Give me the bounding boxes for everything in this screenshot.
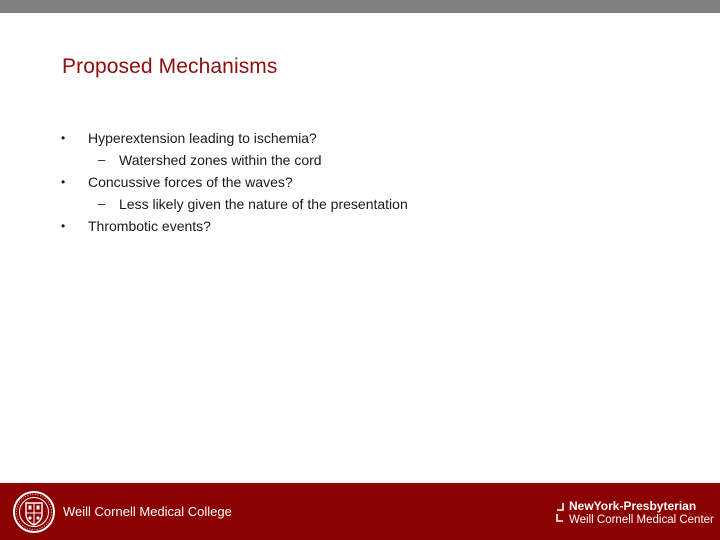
slide-title: Proposed Mechanisms bbox=[62, 55, 278, 78]
subpoint-marker: – bbox=[98, 152, 106, 167]
bullet-text: Hyperextension leading to ischemia? bbox=[88, 130, 317, 146]
medical-center-name: Weill Cornell Medical Center bbox=[569, 514, 714, 526]
nyp-bracket-icon bbox=[555, 501, 565, 523]
bullet-marker: • bbox=[61, 175, 66, 189]
subpoint-marker: – bbox=[98, 196, 106, 211]
footer-banner bbox=[0, 483, 720, 540]
bullet-text: Concussive forces of the waves? bbox=[88, 174, 293, 190]
university-seal-icon bbox=[12, 490, 56, 534]
bullet-text: Thrombotic events? bbox=[88, 218, 211, 234]
bullet-marker: • bbox=[61, 219, 66, 233]
bullet-marker: • bbox=[61, 131, 66, 145]
hospital-name: NewYork-Presbyterian bbox=[569, 499, 697, 513]
subpoint-text: Less likely given the nature of the presentation bbox=[119, 196, 408, 212]
subpoint-text: Watershed zones within the cord bbox=[119, 152, 322, 168]
college-name: Weill Cornell Medical College bbox=[63, 504, 232, 519]
